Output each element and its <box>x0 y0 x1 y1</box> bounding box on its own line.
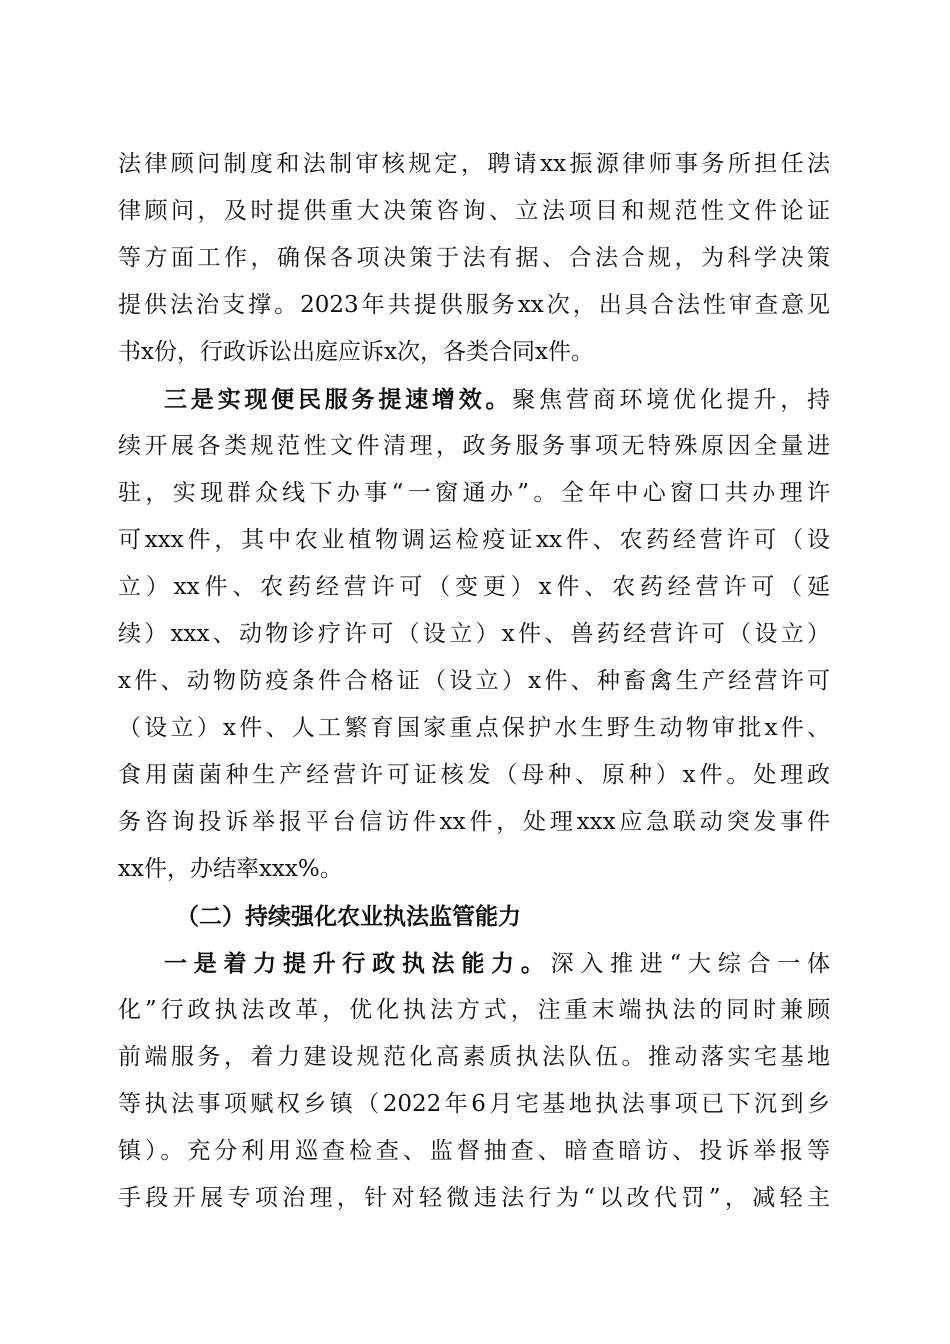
text-line: xx件，办结率xxx%。 <box>118 856 343 882</box>
text-line: 手段开展专项治理，针对轻微违法行为“以改代罚”，减轻主 <box>118 1185 830 1211</box>
section-heading: （二）持续强化农业执法监管能力 <box>176 903 521 930</box>
text-line: 立）xx件、农药经营许可（变更）x件、农药经营许可（延 <box>118 574 830 600</box>
text-line: 续）xxx、动物诊疗许可（设立）x件、兽药经营许可（设立） <box>118 621 830 647</box>
paragraph-legal-advisor <box>118 141 830 376</box>
paragraph-lead: 一是着力提升行政执法能力。 <box>164 950 551 977</box>
text-line: 镇）。充分利用巡查检查、监督抽查、暗查暗访、投诉举报等 <box>118 1138 830 1164</box>
text-line: 等执法事项赋权乡镇（2022年6月宅基地执法事项已下沉到乡 <box>118 1091 830 1117</box>
text-line: 书x份，行政诉讼出庭应诉x次，各类合同x件。 <box>118 339 594 365</box>
text-line: 化”行政执法改革，优化执法方式，注重末端执法的同时兼顾 <box>118 997 830 1023</box>
text-line: （设立）x件、人工繁育国家重点保护水生野生动物审批x件、 <box>118 715 830 741</box>
text-line-first <box>118 940 830 987</box>
paragraph-law-enforcement <box>118 940 830 1222</box>
text-line: 提供法治支撑。2023年共提供服务xx次，出具合法性审查意见 <box>118 292 830 318</box>
text-line: 法律顾问制度和法制审核规定，聘请xx振源律师事务所担任法 <box>118 151 830 177</box>
text-line: 食用菌菌种生产经营许可证核发（母种、原种）x件。处理政 <box>118 762 830 788</box>
paragraph-lead-rest: 深入推进“大综合一体 <box>550 951 830 977</box>
text-line: x件、动物防疫条件合格证（设立）x件、种畜禽生产经营许可 <box>118 668 830 694</box>
text-line: 驻，实现群众线下办事“一窗通办”。全年中心窗口共办理许 <box>118 480 830 506</box>
paragraph-convenience-service <box>118 376 830 893</box>
paragraph-lead-rest: 聚焦营商环境优化提升，持 <box>512 387 830 413</box>
text-line: 续开展各类规范性文件清理，政务服务事项无特殊原因全量进 <box>118 433 830 459</box>
paragraph-lead: 三是实现便民服务提速增效。 <box>164 386 513 413</box>
document-body <box>118 141 830 1222</box>
text-line: 律顾问，及时提供重大决策咨询、立法项目和规范性文件论证 <box>118 198 830 224</box>
text-line-first <box>118 376 830 423</box>
text-line: 可xxx件，其中农业植物调运检疫证xx件、农药经营许可（设 <box>118 527 830 553</box>
text-line: 前端服务，着力建设规范化高素质执法队伍。推动落实宅基地 <box>118 1044 830 1070</box>
text-line: 务咨询投诉举报平台信访件xx件，处理xxx应急联动突发事件 <box>118 809 830 835</box>
text-line: 等方面工作，确保各项决策于法有据、合法合规，为科学决策 <box>118 245 830 271</box>
